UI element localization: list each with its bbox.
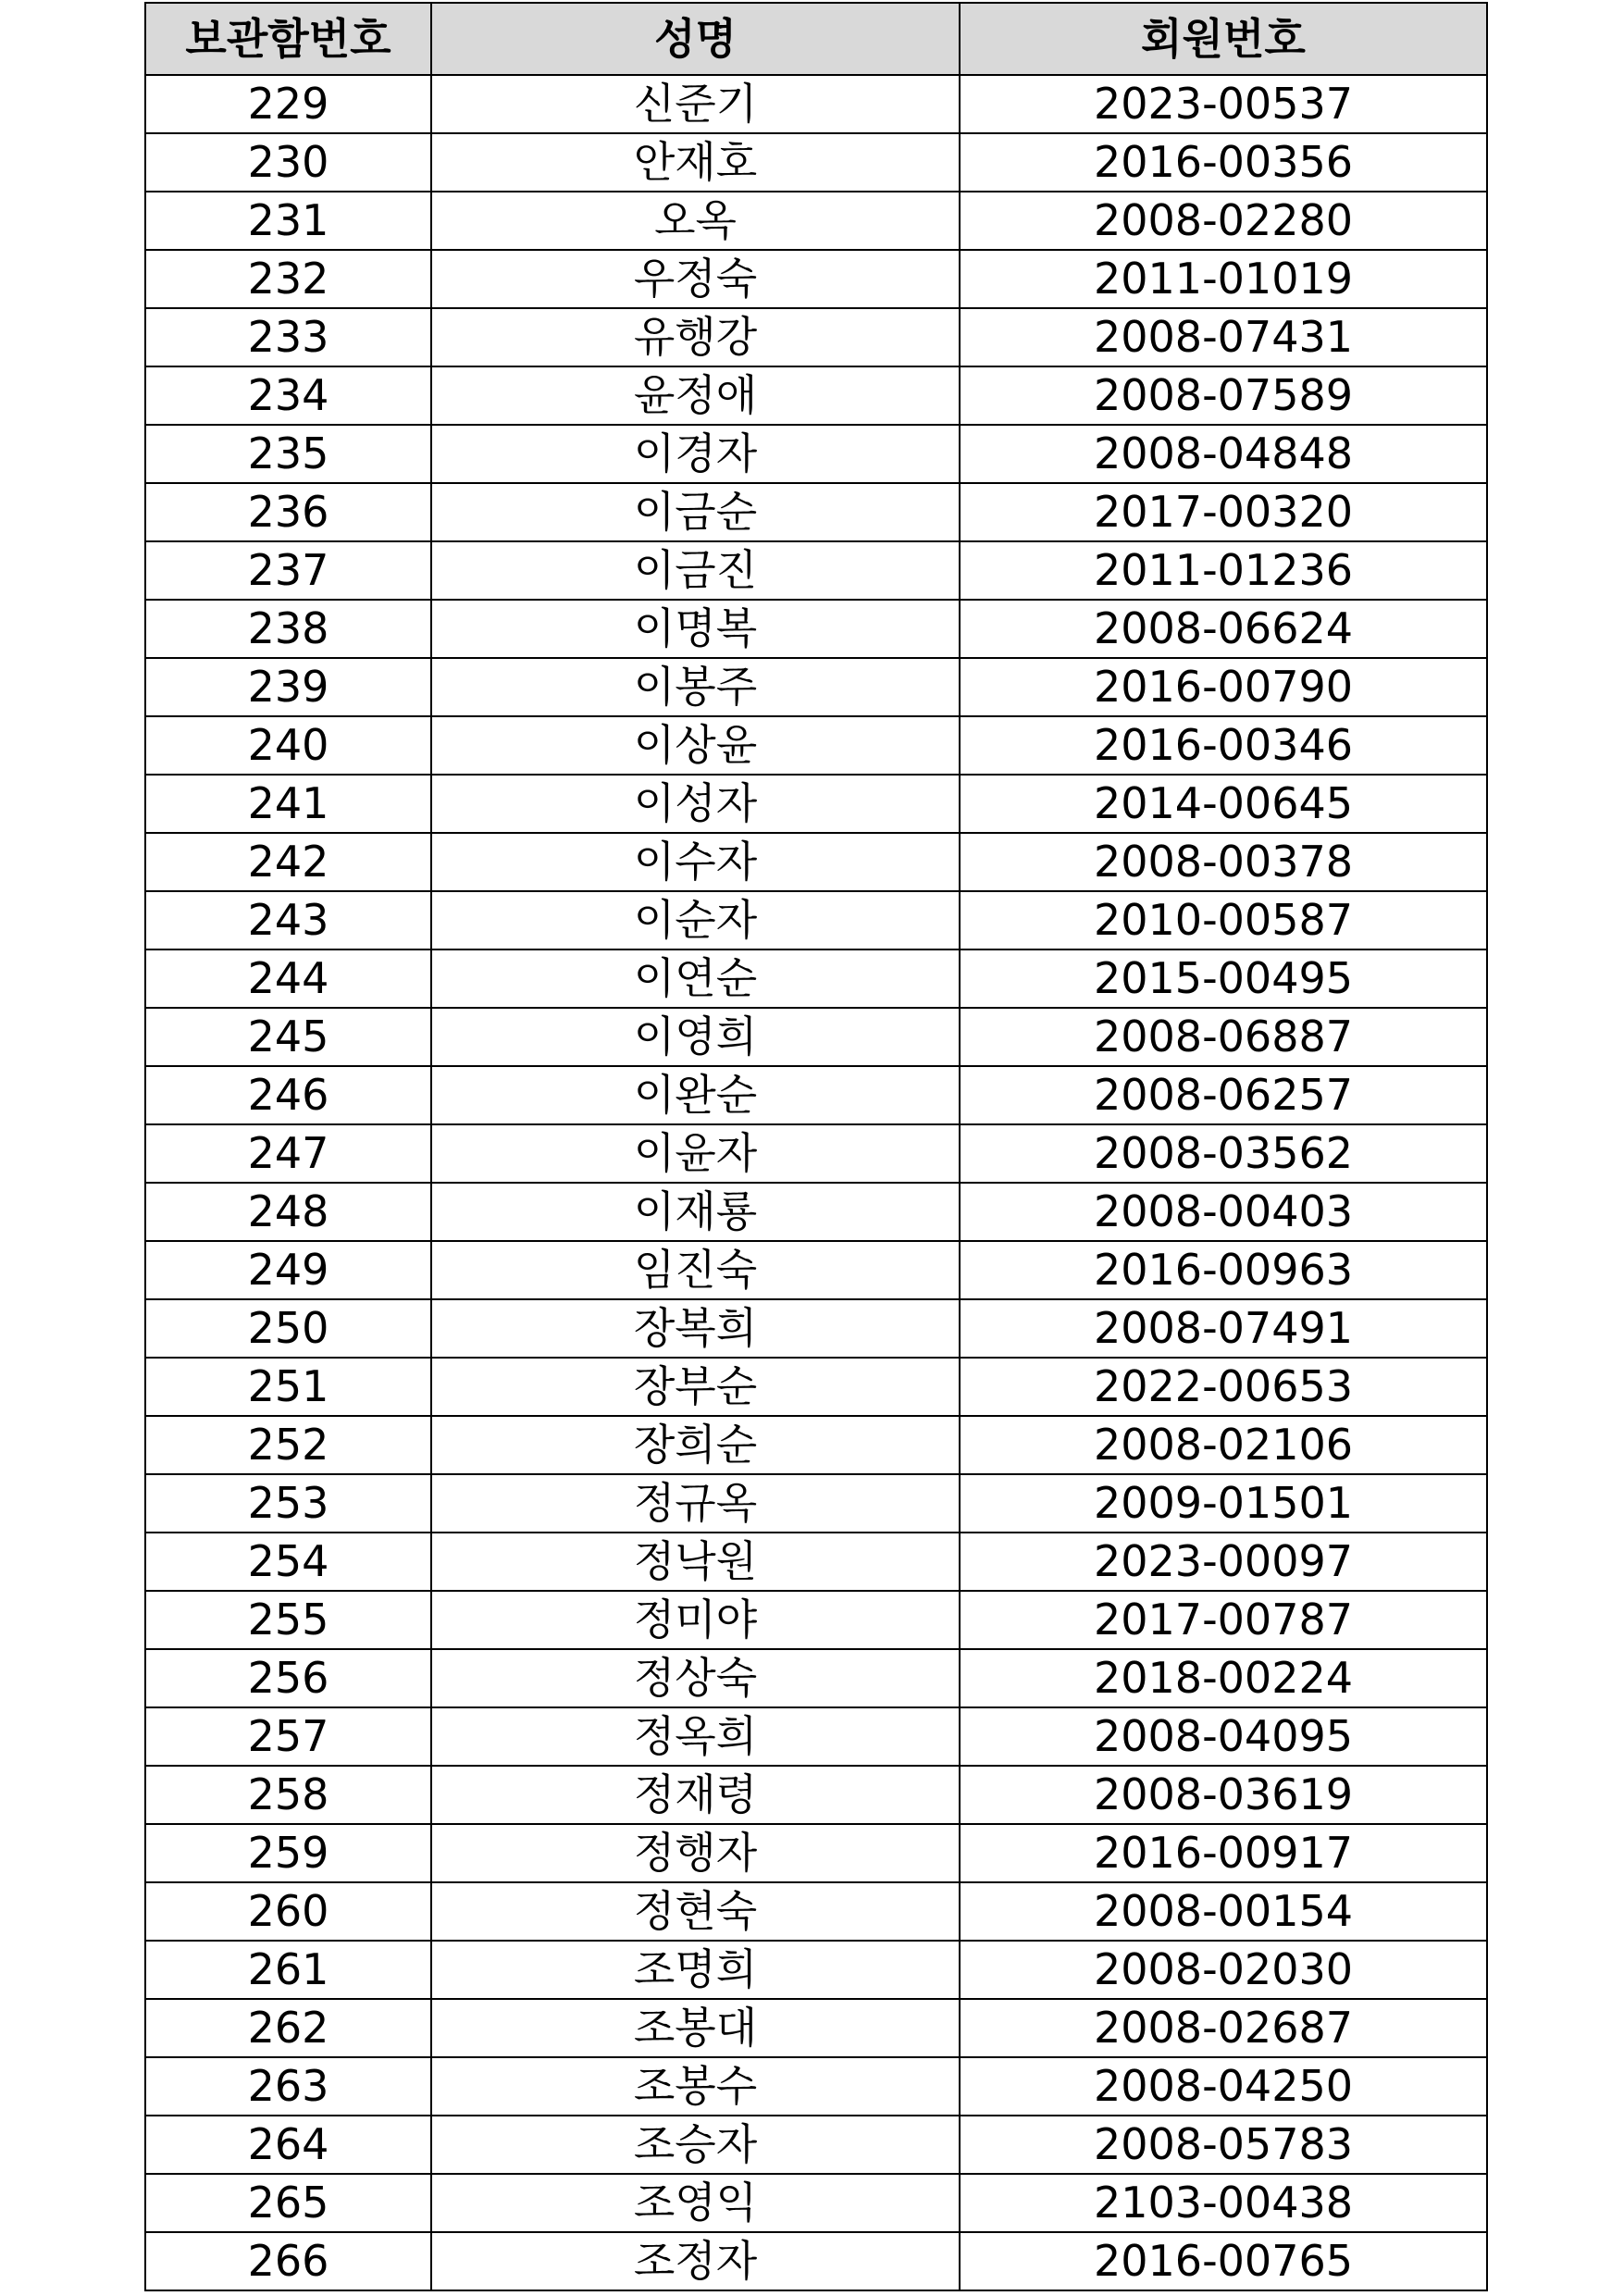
name-cell: 조봉대 (431, 1999, 960, 2057)
locker-roster-table (144, 2, 1488, 2291)
table-row (145, 1824, 1487, 1882)
name-cell: 우정숙 (431, 250, 960, 308)
member-number-cell: 2103-00438 (960, 2174, 1487, 2232)
table-row (145, 483, 1487, 541)
table-row (145, 366, 1487, 425)
table-row (145, 541, 1487, 600)
locker-number-cell: 260 (145, 1882, 431, 1941)
table-row (145, 600, 1487, 658)
member-number-cell: 2016-00963 (960, 1241, 1487, 1299)
locker-number-cell: 264 (145, 2116, 431, 2174)
member-number-cell: 2008-04848 (960, 425, 1487, 483)
locker-number-cell: 253 (145, 1474, 431, 1533)
header-name: 성명 (431, 3, 960, 75)
member-number-cell: 2008-02280 (960, 192, 1487, 250)
locker-number-cell: 229 (145, 75, 431, 133)
name-cell: 정재령 (431, 1766, 960, 1824)
member-number-cell: 2011-01019 (960, 250, 1487, 308)
name-cell: 이금순 (431, 483, 960, 541)
table-row (145, 1124, 1487, 1183)
name-cell: 장복희 (431, 1299, 960, 1358)
table-row (145, 425, 1487, 483)
table-row (145, 833, 1487, 891)
member-number-cell: 2016-00765 (960, 2232, 1487, 2290)
member-number-cell: 2008-04095 (960, 1707, 1487, 1766)
table-row (145, 133, 1487, 192)
member-number-cell: 2008-04250 (960, 2057, 1487, 2116)
table-row (145, 891, 1487, 949)
locker-number-cell: 256 (145, 1649, 431, 1707)
table-row (145, 1707, 1487, 1766)
locker-number-cell: 236 (145, 483, 431, 541)
member-number-cell: 2008-00154 (960, 1882, 1487, 1941)
name-cell: 정행자 (431, 1824, 960, 1882)
member-number-cell: 2009-01501 (960, 1474, 1487, 1533)
locker-number-cell: 234 (145, 366, 431, 425)
name-cell: 신준기 (431, 75, 960, 133)
name-cell: 조승자 (431, 2116, 960, 2174)
table-row (145, 1416, 1487, 1474)
name-cell: 이경자 (431, 425, 960, 483)
table-row (145, 192, 1487, 250)
member-number-cell: 2011-01236 (960, 541, 1487, 600)
table-row (145, 2116, 1487, 2174)
table-row (145, 1882, 1487, 1941)
name-cell: 윤정애 (431, 366, 960, 425)
member-number-cell: 2008-07589 (960, 366, 1487, 425)
table-row (145, 308, 1487, 366)
table-row (145, 250, 1487, 308)
name-cell: 이성자 (431, 775, 960, 833)
name-cell: 이수자 (431, 833, 960, 891)
table-row (145, 1299, 1487, 1358)
table-row (145, 1358, 1487, 1416)
member-number-cell: 2014-00645 (960, 775, 1487, 833)
name-cell: 정규옥 (431, 1474, 960, 1533)
table-row (145, 716, 1487, 775)
name-cell: 정옥희 (431, 1707, 960, 1766)
locker-number-cell: 237 (145, 541, 431, 600)
table-row (145, 1941, 1487, 1999)
locker-number-cell: 257 (145, 1707, 431, 1766)
locker-number-cell: 238 (145, 600, 431, 658)
name-cell: 조정자 (431, 2232, 960, 2290)
table-row (145, 75, 1487, 133)
table-row (145, 775, 1487, 833)
name-cell: 조영익 (431, 2174, 960, 2232)
table-row (145, 1591, 1487, 1649)
member-number-cell: 2008-07491 (960, 1299, 1487, 1358)
member-number-cell: 2016-00790 (960, 658, 1487, 716)
locker-number-cell: 250 (145, 1299, 431, 1358)
locker-number-cell: 246 (145, 1066, 431, 1124)
name-cell: 장부순 (431, 1358, 960, 1416)
table-row (145, 1183, 1487, 1241)
member-number-cell: 2008-02030 (960, 1941, 1487, 1999)
name-cell: 이봉주 (431, 658, 960, 716)
locker-number-cell: 254 (145, 1533, 431, 1591)
roster-body (145, 75, 1487, 2290)
locker-number-cell: 243 (145, 891, 431, 949)
table-row (145, 658, 1487, 716)
name-cell: 장희순 (431, 1416, 960, 1474)
name-cell: 이연순 (431, 949, 960, 1008)
table-row (145, 1066, 1487, 1124)
member-number-cell: 2016-00346 (960, 716, 1487, 775)
table-row (145, 1008, 1487, 1066)
table-row (145, 949, 1487, 1008)
member-number-cell: 2008-06624 (960, 600, 1487, 658)
locker-number-cell: 255 (145, 1591, 431, 1649)
name-cell: 안재호 (431, 133, 960, 192)
locker-number-cell: 262 (145, 1999, 431, 2057)
locker-number-cell: 265 (145, 2174, 431, 2232)
member-number-cell: 2018-00224 (960, 1649, 1487, 1707)
table-row (145, 1533, 1487, 1591)
name-cell: 정낙원 (431, 1533, 960, 1591)
member-number-cell: 2016-00917 (960, 1824, 1487, 1882)
name-cell: 이명복 (431, 600, 960, 658)
locker-number-cell: 245 (145, 1008, 431, 1066)
locker-number-cell: 266 (145, 2232, 431, 2290)
locker-number-cell: 263 (145, 2057, 431, 2116)
member-number-cell: 2023-00097 (960, 1533, 1487, 1591)
member-number-cell: 2023-00537 (960, 75, 1487, 133)
name-cell: 임진숙 (431, 1241, 960, 1299)
locker-number-cell: 261 (145, 1941, 431, 1999)
member-number-cell: 2017-00320 (960, 483, 1487, 541)
name-cell: 조봉수 (431, 2057, 960, 2116)
locker-number-cell: 239 (145, 658, 431, 716)
member-number-cell: 2015-00495 (960, 949, 1487, 1008)
locker-number-cell: 240 (145, 716, 431, 775)
table-row (145, 2057, 1487, 2116)
locker-number-cell: 258 (145, 1766, 431, 1824)
member-number-cell: 2008-02687 (960, 1999, 1487, 2057)
member-number-cell: 2022-00653 (960, 1358, 1487, 1416)
name-cell: 유행강 (431, 308, 960, 366)
member-number-cell: 2008-06257 (960, 1066, 1487, 1124)
locker-number-cell: 233 (145, 308, 431, 366)
locker-number-cell: 248 (145, 1183, 431, 1241)
locker-number-cell: 252 (145, 1416, 431, 1474)
name-cell: 오옥 (431, 192, 960, 250)
member-number-cell: 2008-02106 (960, 1416, 1487, 1474)
locker-number-cell: 230 (145, 133, 431, 192)
table-row (145, 1999, 1487, 2057)
name-cell: 조명희 (431, 1941, 960, 1999)
locker-number-cell: 242 (145, 833, 431, 891)
name-cell: 이금진 (431, 541, 960, 600)
locker-number-cell: 241 (145, 775, 431, 833)
name-cell: 정현숙 (431, 1882, 960, 1941)
name-cell: 이영희 (431, 1008, 960, 1066)
locker-number-cell: 251 (145, 1358, 431, 1416)
member-number-cell: 2008-00378 (960, 833, 1487, 891)
name-cell: 이완순 (431, 1066, 960, 1124)
name-cell: 이순자 (431, 891, 960, 949)
member-number-cell: 2008-05783 (960, 2116, 1487, 2174)
name-cell: 이재룡 (431, 1183, 960, 1241)
member-number-cell: 2008-00403 (960, 1183, 1487, 1241)
locker-number-cell: 235 (145, 425, 431, 483)
member-number-cell: 2010-00587 (960, 891, 1487, 949)
table-row (145, 1649, 1487, 1707)
member-number-cell: 2008-03562 (960, 1124, 1487, 1183)
member-number-cell: 2008-06887 (960, 1008, 1487, 1066)
locker-number-cell: 259 (145, 1824, 431, 1882)
member-number-cell: 2017-00787 (960, 1591, 1487, 1649)
locker-number-cell: 231 (145, 192, 431, 250)
locker-number-cell: 232 (145, 250, 431, 308)
name-cell: 이상윤 (431, 716, 960, 775)
name-cell: 이윤자 (431, 1124, 960, 1183)
table-row (145, 1474, 1487, 1533)
locker-number-cell: 249 (145, 1241, 431, 1299)
header-member-number: 회원번호 (960, 3, 1487, 75)
locker-number-cell: 247 (145, 1124, 431, 1183)
member-number-cell: 2008-03619 (960, 1766, 1487, 1824)
name-cell: 정미야 (431, 1591, 960, 1649)
name-cell: 정상숙 (431, 1649, 960, 1707)
header-row (145, 3, 1487, 75)
member-number-cell: 2016-00356 (960, 133, 1487, 192)
table-row (145, 2174, 1487, 2232)
header-locker-number: 보관함번호 (145, 3, 431, 75)
table-row (145, 1241, 1487, 1299)
table-row (145, 2232, 1487, 2290)
member-number-cell: 2008-07431 (960, 308, 1487, 366)
locker-number-cell: 244 (145, 949, 431, 1008)
locker-roster-sheet (144, 2, 1488, 2291)
table-row (145, 1766, 1487, 1824)
